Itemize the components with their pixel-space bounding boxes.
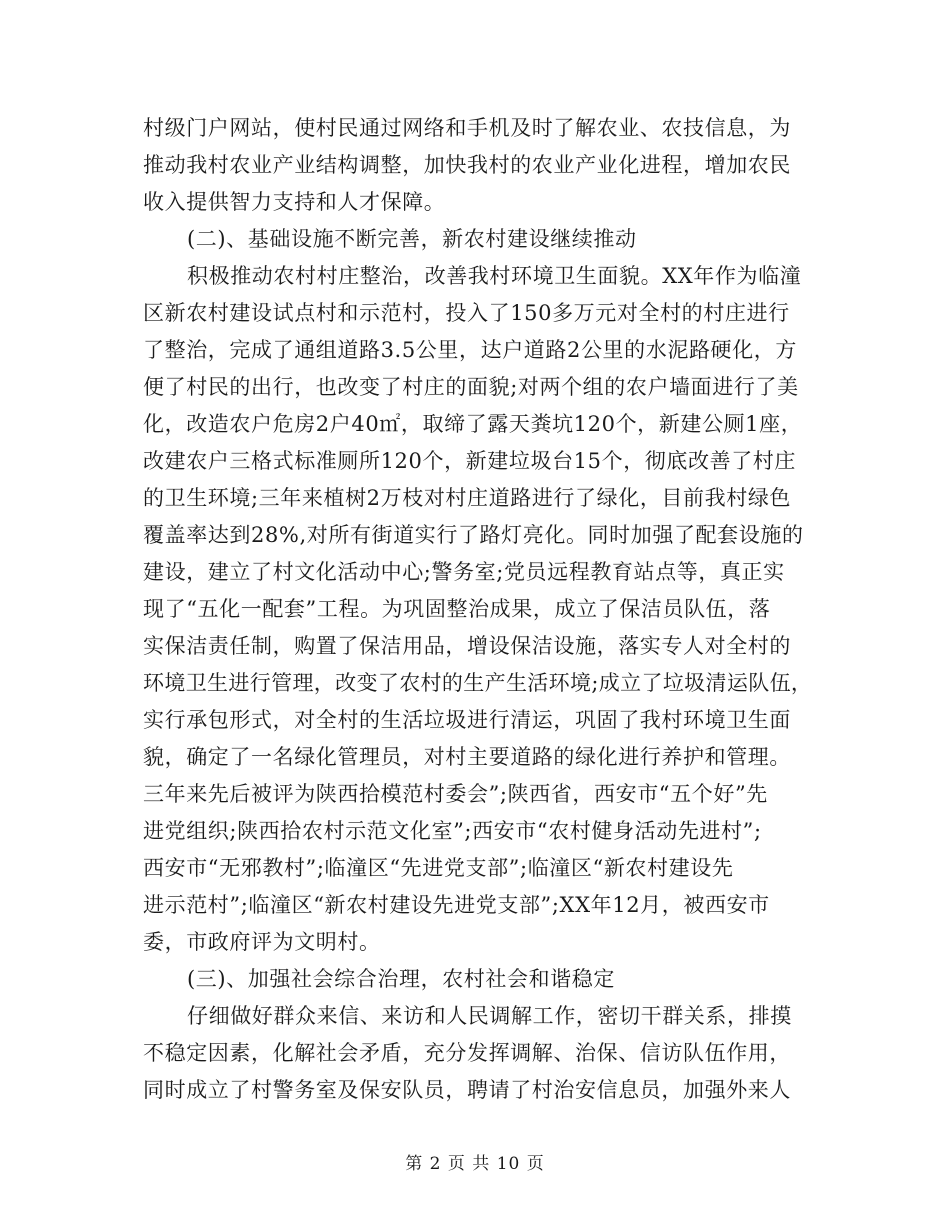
page-number-footer: 第 2 页 共 10 页 — [405, 1154, 545, 1174]
body-text-line: 的卫生环境;三年来植树2万枝对村庄道路进行了绿化，目前我村绿色 — [143, 486, 792, 510]
body-text-line: 覆盖率达到28%,对所有街道实行了路灯亮化。同时加强了配套设施的 — [143, 523, 804, 547]
body-text-line: 便了村民的出行，也改变了村庄的面貌;对两个组的农户墙面进行了美 — [143, 375, 799, 399]
body-text-line: 貌，确定了一名绿化管理员，对村主要道路的绿化进行养护和管理。 — [143, 745, 791, 769]
body-text-line: 收入提供智力支持和人才保障。 — [143, 190, 446, 214]
body-text-line: 推动我村农业产业结构调整，加快我村的农业产业化进程，增加农民 — [143, 153, 791, 177]
body-text-line: 实保洁责任制，购置了保洁用品，增设保洁设施，落实专人对全村的 — [143, 634, 791, 658]
body-text-line: 不稳定因素，化解社会矛盾，充分发挥调解、治保、信访队伍作用， — [143, 1041, 791, 1065]
body-text-line: 仔细做好群众来信、来访和人民调解工作，密切干群关系，排摸 — [187, 1004, 792, 1028]
body-text-line: 化，改造农户危房2户40㎡，取缔了露天粪坑120个，新建公厕1座， — [143, 412, 803, 436]
body-text-line: 建设，建立了村文化活动中心;警务室;党员远程教育站点等，真正实 — [143, 560, 785, 584]
body-text-line: 村级门户网站，使村民通过网络和手机及时了解农业、农技信息，为 — [143, 116, 791, 140]
body-text-line: 西安市“无邪教村”;临潼区“先进党支部”;临潼区“新农村建设先 — [143, 856, 734, 880]
body-text-line: 进党组织;陕西拾农村示范文化室”;西安市“农村健身活动先进村”; — [143, 819, 762, 843]
body-text-line: 改建农户三格式标准厕所120个，新建垃圾台15个，彻底改善了村庄 — [143, 449, 797, 473]
body-text-line: 了整治，完成了通组道路3.5公里，达户道路2公里的水泥路硬化，方 — [143, 338, 797, 362]
body-text-line: 三年来先后被评为陕西拾模范村委会”;陕西省，西安市“五个好”先 — [143, 782, 768, 806]
body-text-line: 积极推动农村村庄整治，改善我村环境卫生面貌。XX年作为临潼 — [187, 264, 802, 288]
body-text-line: 现了“五化一配套”工程。为巩固整治成果，成立了保洁员队伍，落 — [143, 597, 771, 621]
body-text-line: 同时成立了村警务室及保安队员，聘请了村治安信息员，加强外来人 — [143, 1078, 791, 1102]
body-text-line: 委，市政府评为文明村。 — [143, 930, 381, 954]
section-heading: (二)、基础设施不断完善，新农村建设继续推动 — [187, 227, 637, 251]
body-text-line: 实行承包形式，对全村的生活垃圾进行清运，巩固了我村环境卫生面 — [143, 708, 791, 732]
body-text-line: 环境卫生进行管理，改变了农村的生产生活环境;成立了垃圾清运队伍， — [143, 671, 813, 695]
body-text-line: 区新农村建设试点村和示范村，投入了150多万元对全村的村庄进行 — [143, 301, 790, 325]
section-heading: (三)、加强社会综合治理，农村社会和谐稳定 — [187, 967, 615, 991]
body-text-line: 进示范村”;临潼区“新农村建设先进党支部”;XX年12月，被西安市 — [143, 893, 770, 917]
